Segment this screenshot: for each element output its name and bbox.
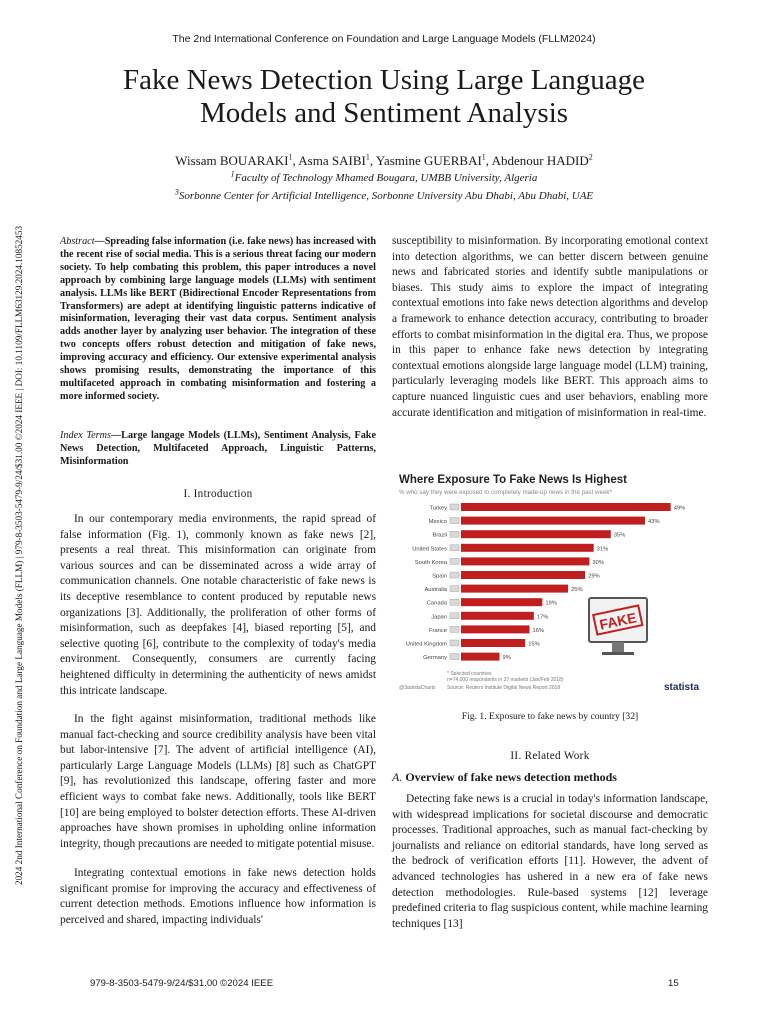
chart-subtitle: % who say they were exposed to completely made-up news in the past week*	[399, 489, 612, 496]
flag-icon	[450, 586, 459, 592]
chart-footnote-1: * Selected countries	[447, 671, 492, 677]
category-label: France	[428, 627, 447, 634]
author-sup: 1	[288, 152, 293, 162]
flag-icon	[450, 654, 459, 660]
category-label: Brazil	[432, 532, 447, 539]
title-line-1: Fake News Detection Using Large Language	[122, 64, 646, 96]
bar-value-label: 43%	[648, 519, 660, 526]
bar-value-label: 30%	[592, 559, 605, 566]
fake-news-bar-chart	[393, 466, 707, 700]
category-label: Canada	[426, 600, 447, 607]
flag-icon	[450, 504, 459, 510]
section-heading-related-work: II. Related Work	[510, 750, 590, 762]
figure-1	[393, 466, 707, 700]
category-label: Japan	[431, 614, 447, 621]
bar-value-label: 31%	[596, 546, 609, 553]
category-label: United States	[412, 546, 447, 553]
title-line-2: Models and Sentiment Analysis	[199, 97, 569, 129]
related-work-paragraph: Detecting fake news is a crucial in today's information landscape, with widespread implications for societal discourse and democratic processes. Traditional approaches, such as manual fact-checking by journalists and reliance on editorial standards, have long served as the bedrock of verification efforts [11]. However, the advent of advanced technologies has ushered in a new era of fake news detection methodologies. Rule-based systems [12] leverage predefined criteria to flag suspicious content, while machine learning techniques [13]	[392, 793, 708, 930]
flag-icon	[450, 545, 459, 551]
subsection-heading	[392, 770, 708, 785]
bar-value-label: 49%	[673, 505, 686, 512]
bar	[461, 585, 568, 593]
affiliation-text: Sorbonne Center for Artificial Intelligence, Sorbonne University Abu Dhabi, Abu Dhabi, UAE	[178, 190, 594, 202]
abstract-label: Abstract	[60, 236, 95, 247]
abstract-text: —Spreading false information (i.e. fake news) has increased with the recent rise of social media. This is a serious threat facing our modern society. To help combating this problem, this paper introduces a novel approach by combining large language models (LLMs) with sentiment analysis. LLMs like BERT (Bidirectional Encoder Representations from Transformers) are adept at identifying linguistic patterns indicative of misinformation, leveraging their vast data corpus. Sentiment analysis adds another layer by analyzing user behavior. The integration of these two concepts offers robust detection and mitigation of fake news, improving accuracy and efficiency. Our extensive experimental analysis shows promising results, demonstrating the importance of this multifaceted approach in combating misinformation and fostering a more informed society.	[60, 236, 377, 402]
paper-title	[60, 64, 708, 130]
flag-icon	[450, 599, 459, 605]
intro-paragraph-1: In our contemporary media environments, the rapid spread of false information (Fig. 1), commonly known as fake news [2], presents a real threat. This misinformation can originate from various sources and can be disseminated across a wide array of communication channels. One notable characteristic of fake news is its deceptive resemblance to content produced by reputable news organizations [3]. Additionally, the proliferation of other forms of misinformation, such as deepfakes [4], biased reporting [5], and selective quoting [6], contribute to the complexity of today's media environment. Consequently, consumers are currently facing heightened difficulty in determining the authenticity of news amidst this intricate landscape.	[60, 513, 376, 697]
bar-value-label: 15%	[528, 641, 540, 648]
category-label: Spain	[432, 573, 447, 580]
figure-caption: Fig. 1. Exposure to fake news by country [32]	[461, 711, 639, 722]
author-name: Yasmine GUERBAI	[375, 153, 482, 168]
author-sup: 2	[588, 152, 593, 162]
abstract	[60, 236, 376, 404]
bar	[461, 571, 585, 579]
bar	[461, 598, 542, 606]
bar	[461, 639, 525, 647]
author-sup: 1	[481, 152, 486, 162]
bar-value-label: 9%	[502, 655, 511, 662]
footer-copyright: 979-8-3503-5479-9/24/$31.00 ©2024 IEEE	[90, 978, 274, 989]
chart-footnote-2: n=74,000 respondents in 37 markets (Jan/Feb 2018)	[447, 677, 564, 683]
fake-stamp-text: FAKE	[598, 609, 638, 633]
right-column-paragraph: susceptibility to misinformation. By incorporating emotional context into detection algorithms, we can better discern between genuine news and fabricated stories and identify subtle manipulations or biases. This study aims to explore the impact of integrating contextual emotions into fake news detection algorithms and develop a framework to enhance detection accuracy, contributing to broader efforts to combat misinformation in the digital era. Thus, we propose in this paper to enhance fake news detection by integrating contextual emotions alongside large language model (LLM) training, particularly leveraging models like BERT. This approach aims to capture nuanced linguistic cues and user behaviors, enabling more accurate identification and mitigation of misinformation in real-time.	[392, 235, 708, 419]
bar-value-label: 35%	[613, 532, 626, 539]
category-label: Turkey	[429, 505, 447, 512]
category-label: Germany	[423, 655, 447, 662]
bar	[461, 625, 530, 633]
affiliation-2	[0, 187, 768, 202]
flag-icon	[450, 640, 459, 646]
bar-value-label: 25%	[571, 587, 583, 594]
category-label: Mexico	[428, 519, 447, 526]
statista-logo: statista	[663, 682, 699, 693]
author-sup: 1	[365, 152, 370, 162]
flag-icon	[450, 518, 459, 524]
bar	[461, 612, 534, 620]
bar-value-label: 19%	[545, 600, 557, 607]
bar-value-label: 17%	[536, 614, 549, 621]
bar	[461, 517, 645, 525]
intro-paragraph-3: Integrating contextual emotions in fake news detection holds significant promise for improving the accuracy and effectiveness of current detection methods. Emotions influence how information is perceived and shared, impacting individuals'	[60, 867, 376, 926]
author-name: Asma SAIBI	[298, 153, 366, 168]
category-label: Australia	[424, 587, 447, 594]
bar	[461, 544, 594, 552]
index-terms-label: Index Terms	[60, 430, 111, 441]
author-name: Wissam BOUARAKI	[175, 153, 289, 168]
category-label: South Korea	[414, 559, 447, 566]
subsection-label: A.	[392, 770, 403, 784]
intro-paragraph-2: In the fight against misinformation, traditional methods like manual fact-checking and source credibility analysis have been vital but labor-intensive [7]. The advent of artificial intelligence (AI), particularly Large Language Models (LLMs) [8] such as ChatGPT [9], has revolutionized this landscape, offering faster and more efficient ways to combat fake news. Additionally, tools like BERT [10] are being employed to bolster detection efforts. These AI-driven approaches have shown promises in upholding online information integrity, though precautions are needed to mitigate potential misuse.	[60, 713, 376, 850]
bar	[461, 503, 671, 511]
side-doi-note: 2024 2nd International Conference on Foundation and Large Language Models (FLLM) | 979-8-3503-5479-9/24/$31.00 ©2024 IEEE | DOI: 10.1109/FLLM63129.2024.10852453	[14, 225, 24, 885]
bar-value-label: 29%	[588, 573, 600, 580]
affiliation-sup: 1	[230, 169, 235, 179]
subsection-title: Overview of fake news detection methods	[405, 770, 617, 784]
category-label: United Kingdom	[405, 641, 447, 648]
flag-icon	[450, 531, 459, 537]
affiliation-text: Faculty of Technology Mhamed Bougara, UMBB University, Algeria	[234, 172, 538, 184]
flag-icon	[450, 558, 459, 564]
bar	[461, 530, 611, 538]
index-terms-text: —Large langage Models (LLMs), Sentiment Analysis, Fake News Detection, Multifaceted Approach, Linguistic Patterns, Misinformation	[60, 430, 376, 467]
affiliation-1	[0, 169, 768, 184]
conference-header: The 2nd International Conference on Foundation and Large Language Models (FLLM2024)	[172, 33, 596, 45]
bar	[461, 557, 589, 565]
author-list: Wissam BOUARAKI$^1$, Asma SAIBI$^1$, Yasmine GUERBAI$^1$, Abdenour HADID$^2$	[175, 152, 593, 168]
bar-value-label: 16%	[532, 627, 545, 634]
section-heading-introduction: I. Introduction	[183, 488, 253, 500]
flag-icon	[450, 626, 459, 632]
index-terms	[60, 430, 376, 469]
chart-handle: @StatistaCharts	[399, 685, 436, 691]
affiliation-sup: 3	[174, 187, 179, 197]
chart-source: Source: Reuters Institute Digital News Report 2018	[447, 685, 561, 691]
flag-icon	[450, 572, 459, 578]
author-name: Abdenour HADID	[491, 153, 589, 168]
flag-icon	[450, 613, 459, 619]
bar	[461, 653, 500, 661]
chart-title: Where Exposure To Fake News Is Highest	[399, 474, 627, 486]
chart-background	[393, 466, 707, 700]
page-number: 15	[668, 978, 679, 989]
